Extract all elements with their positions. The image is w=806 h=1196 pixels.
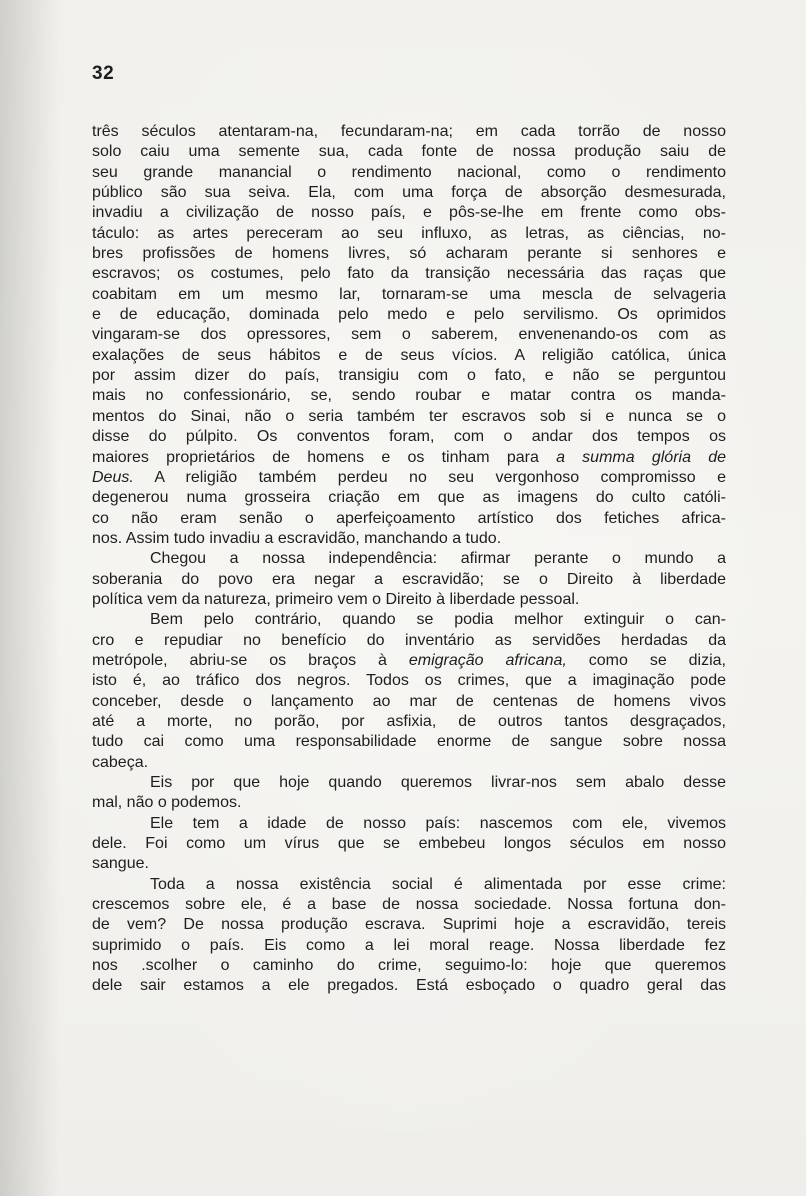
text-line [92,264,726,284]
text-line [92,549,726,569]
line-text: co não eram senão o aperfeiçoamento artístico dos fetiches africa- [92,509,726,527]
text-line [92,570,726,590]
line-text: mais no confessionário, se, sendo roubar e matar contra os manda- [92,387,726,405]
line-text: Ele tem a idade de nosso país: nascemos com ele, vivemos [150,814,726,832]
line-text: Bem pelo contrário, quando se podia melhor extinguir o can- [150,611,726,629]
line-text: isto é, ao tráfico dos negros. Todos os crimes, que a imaginação pode [92,672,726,690]
text-line [92,285,726,305]
text-line [92,509,726,529]
text-line [92,875,726,895]
line-text: como se dizia, [566,651,726,669]
line-text: Toda a nossa existência social é alimentada por esse crime: [150,875,726,893]
line-text: metrópole, abriu-se os braços à [92,651,409,669]
text-line [92,651,726,671]
line-text: nos .scolher o caminho do crime, seguimo-lo: hoje que queremos [92,957,726,975]
text-line [92,692,726,712]
text-line [92,753,726,773]
line-text: cro e repudiar no benefício do inventário as servidões herdadas da [92,631,726,649]
line-text: suprimido o país. Eis como a lei moral reage. Nossa liberdade fez [92,936,726,954]
text-line [92,448,726,468]
text-line [92,468,726,488]
text-line [92,956,726,976]
line-text: soberania do povo era negar a escravidão; se o Direito à liberdade [92,570,726,588]
text-line [92,386,726,406]
line-text: tudo cai como uma responsabilidade enorme de sangue sobre nossa [92,733,726,751]
text-line [92,834,726,854]
line-text: maiores proprietários de homens e os tinham para [92,448,557,466]
line-text: conceber, desde o lançamento ao mar de centenas de homens vivos [92,692,726,710]
italic-phrase: a summa glória de [556,448,726,466]
line-text: coabitam em um mesmo lar, tornaram-se uma mescla de selvageria [92,285,726,303]
line-text: bres profissões de homens livres, só acharam perante si senhores e [92,245,726,263]
text-line [92,590,726,610]
line-text: mal, não o podemos. [92,794,242,812]
line-text: Eis por que hoje quando queremos livrar-nos sem abalo desse [150,774,726,791]
line-text: escravos; os costumes, pelo fato da transição necessária das raças que [92,265,726,283]
line-text: invadiu a civilização de nosso país, e pôs-se-lhe em frente como obs- [92,204,726,222]
line-text: Chegou a nossa independência: afirmar perante o mundo a [150,550,726,568]
text-line [92,407,726,427]
line-text: público são sua seiva. Ela, com uma força de absorção desmesurada, [92,184,726,202]
text-line [92,529,726,549]
text-line [92,976,726,996]
text-line [92,427,726,447]
line-text: por assim dizer do país, transigiu com o fato, e não se perguntou [92,367,726,385]
line-text: nos. Assim tudo invadiu a escravidão, manchando a tudo. [92,529,502,547]
text-line [92,244,726,264]
line-text: sangue. [92,855,149,873]
line-text: cabeça. [92,753,149,771]
page-gutter-shadow [0,0,60,1196]
line-text: A religião também perdeu no seu vergonhoso compromisso e [133,468,726,486]
text-line [92,814,726,834]
text-line [92,915,726,935]
text-line [92,142,726,162]
text-line [92,366,726,386]
text-line [92,305,726,325]
line-text: política vem da natureza, primeiro vem o Direito à liberdade pessoal. [92,590,580,608]
text-line [92,610,726,630]
text-line [92,122,726,142]
line-text: vingaram-se dos opressores, sem o saberem, envenenando-os com as [92,326,726,344]
text-line [92,793,726,813]
text-line [92,854,726,874]
line-text: dele sair estamos a ele pregados. Está esboçado o quadro geral das [92,977,726,995]
line-text: três séculos atentaram-na, fecundaram-na; em cada torrão de nosso [92,123,726,140]
line-text: táculo: as artes pereceram ao seu influxo, as letras, as ciências, no- [92,224,726,242]
text-line [92,895,726,915]
text-line [92,488,726,508]
text-line [92,224,726,244]
line-text: seu grande manancial o rendimento nacional, como o rendimento [92,163,726,181]
text-line [92,671,726,691]
text-line [92,936,726,956]
italic-phrase: Deus. [92,468,134,486]
text-line [92,163,726,183]
line-text: até a morte, no porão, por asfixia, de outros tantos desgraçados, [92,712,726,730]
line-text: de vem? De nossa produção escrava. Suprimi hoje a escravidão, tereis [92,916,726,934]
text-line [92,346,726,366]
line-text: e de educação, dominada pelo medo e pelo servilismo. Os oprimidos [92,306,726,324]
line-text: crescemos sobre ele, é a base de nossa sociedade. Nossa fortuna don- [92,896,726,914]
text-line [92,183,726,203]
line-text: disse do púlpito. Os conventos foram, com o andar dos tempos os [92,428,726,446]
text-line [92,325,726,345]
text-line [92,773,726,793]
line-text: dele. Foi como um vírus que se embebeu longos séculos em nosso [92,835,726,853]
text-line [92,631,726,651]
text-line [92,712,726,732]
text-line [92,203,726,223]
text-line [92,732,726,752]
body-text [92,122,726,997]
page-number: 32 [92,63,115,84]
line-text: degenerou numa grosseira criação em que as imagens do culto católi- [92,489,726,507]
line-text: mentos do Sinai, não o seria também ter escravos sob si e nunca se o [92,407,726,425]
line-text: solo caiu uma semente sua, cada fonte de nossa produção saiu de [92,143,726,161]
italic-phrase: emigração africana, [408,651,567,669]
line-text: exalações de seus hábitos e de seus vícios. A religião católica, única [92,346,726,364]
